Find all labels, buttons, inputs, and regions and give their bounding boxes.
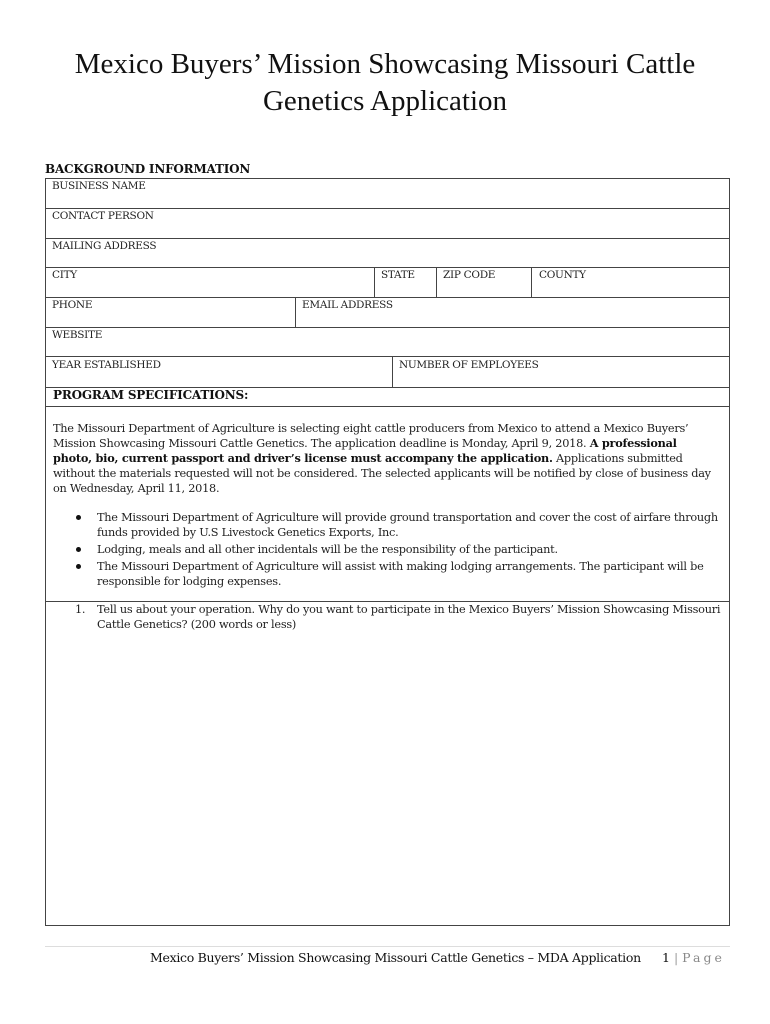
program-description [53, 421, 718, 496]
background-section-label: BACKGROUND INFORMATION [45, 162, 251, 176]
row-divider [46, 208, 729, 209]
question-1 [53, 602, 723, 632]
mailing-address-field[interactable]: MAILING ADDRESS [52, 240, 157, 252]
row-divider [46, 238, 729, 239]
contact-person-field[interactable]: CONTACT PERSON [52, 210, 154, 222]
phone-field[interactable]: PHONE [52, 299, 93, 311]
bullet-text: The Missouri Department of Agriculture will provide ground transportation and cover the cost of airfare through funds provided by U.S Livestock Genetics Exports, Inc. [97, 511, 718, 539]
page-label: Page [682, 950, 725, 965]
program-specifications-heading: PROGRAM SPECIFICATIONS: [53, 388, 249, 402]
state-field[interactable]: STATE [381, 269, 415, 281]
city-field[interactable]: CITY [52, 269, 77, 281]
bullet-text: Lodging, meals and all other incidentals will be the responsibility of the participant. [97, 543, 558, 556]
business-name-field[interactable]: BUSINESS NAME [52, 180, 146, 192]
bullet-icon [76, 515, 81, 520]
question-1-answer-area[interactable] [47, 634, 728, 924]
page-number-value: 1 [662, 950, 670, 965]
row-divider [46, 327, 729, 328]
county-field[interactable]: COUNTY [539, 269, 586, 281]
zip-code-field[interactable]: ZIP CODE [443, 269, 496, 281]
question-text: Tell us about your operation. Why do you want to participate in the Mexico Buyers’ Mission Showcasing Missouri Cattle Genetics? (200 words or less) [97, 603, 721, 631]
bullet-text: The Missouri Department of Agriculture will assist with making lodging arrangements. The participant will be responsible for lodging expenses. [97, 560, 704, 588]
document-title: Mexico Buyers’ Mission Showcasing Missouri Cattle Genetics Application [74, 48, 696, 117]
page-separator: | [673, 950, 679, 965]
email-address-field[interactable]: EMAIL ADDRESS [302, 299, 393, 311]
list-item [53, 542, 723, 557]
row-divider [46, 406, 729, 407]
question-number: 1. [75, 603, 86, 616]
cell-divider [392, 356, 393, 387]
program-bullet-list [53, 510, 723, 591]
number-of-employees-field[interactable]: NUMBER OF EMPLOYEES [399, 359, 539, 371]
list-item [53, 559, 723, 589]
row-divider [46, 267, 729, 268]
footer-title: Mexico Buyers’ Mission Showcasing Missouri Cattle Genetics – MDA Application [150, 950, 641, 965]
cell-divider [436, 267, 437, 298]
list-item [53, 510, 723, 540]
cell-divider [374, 267, 375, 298]
program-requirements-text: A professional photo, bio, current passport and driver’s license must accompany the application. [53, 436, 677, 465]
row-divider [46, 356, 729, 357]
cell-divider [531, 267, 532, 298]
row-divider [46, 297, 729, 298]
application-form [45, 178, 730, 926]
footer-divider [45, 946, 730, 947]
program-notification-text: Applications submitted without the materials requested will not be considered. The selected applicants will be notified by close of business day on Wednesday, April 11, 2018. [53, 452, 711, 495]
website-field[interactable]: WEBSITE [52, 329, 103, 341]
page-number [662, 950, 725, 965]
bullet-icon [76, 564, 81, 569]
cell-divider [295, 297, 296, 328]
year-established-field[interactable]: YEAR ESTABLISHED [52, 359, 161, 371]
program-intro-text: The Missouri Department of Agriculture is selecting eight cattle producers from Mexico to attend a Mexico Buyers’ Mission Showcasing Missouri Cattle Genetics. The application deadline is Monday, April 9, 2018. [53, 422, 689, 450]
bullet-icon [76, 547, 81, 552]
